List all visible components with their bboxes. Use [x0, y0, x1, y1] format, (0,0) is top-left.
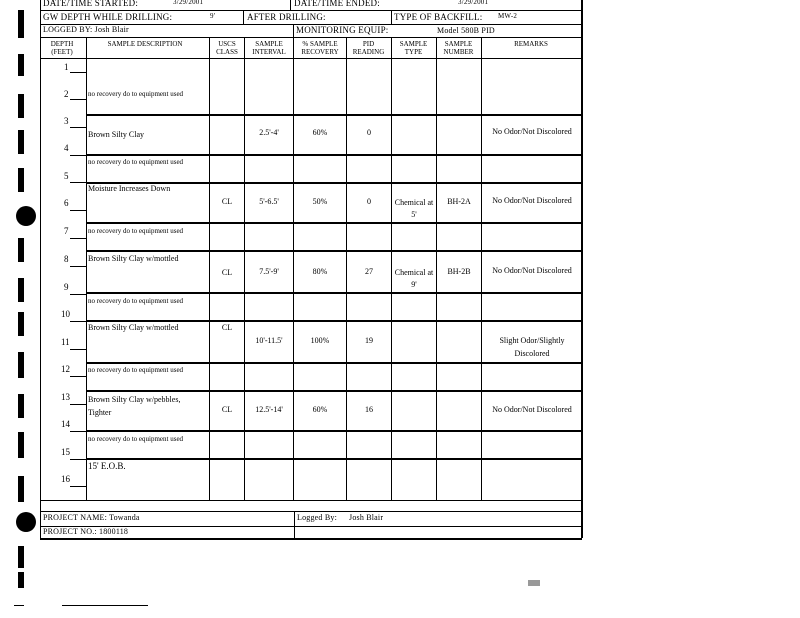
row-pid: 27: [365, 267, 373, 276]
row-recovery: 50%: [312, 197, 328, 206]
depth-tick: 2: [64, 89, 69, 99]
punch-mark: [18, 572, 24, 588]
row-pid: 19: [365, 336, 373, 345]
row-description: no recovery do to equipment used: [88, 435, 184, 443]
row-remarks: No Odor/Not Discolored: [492, 266, 572, 275]
row-pid: 0: [367, 197, 371, 206]
col-type: SAMPLE TYPE: [399, 40, 428, 56]
col-interval: SAMPLE INTERVAL: [252, 40, 286, 56]
punch-mark: [18, 278, 24, 302]
row-description: no recovery do to equipment used: [88, 227, 184, 235]
row-sample-number: BH-2B: [447, 267, 471, 276]
row-remarks: No Odor/Not Discolored: [492, 196, 572, 205]
row-pid: 0: [367, 128, 371, 137]
row-sample-number: BH-2A: [447, 197, 471, 206]
depth-tick: 11: [61, 337, 70, 347]
scan-line: [14, 605, 24, 606]
date-started-value: 3/29/2001: [173, 0, 204, 6]
col-remarks: REMARKS: [514, 40, 548, 48]
row-remarks: No Odor/Not Discolored: [492, 405, 572, 414]
punch-mark: [18, 168, 24, 192]
gw-depth-label: GW DEPTH WHILE DRILLING:: [43, 12, 173, 22]
row-description: Brown Silty Clay w/pebbles, Tighter: [88, 395, 181, 417]
punch-mark: [18, 10, 24, 38]
depth-tick: 4: [64, 143, 69, 153]
monitoring-value: Model 580B PID: [437, 26, 495, 35]
col-number: SAMPLE NUMBER: [443, 40, 474, 56]
row-remarks: Slight Odor/Slightly Discolored: [499, 336, 565, 358]
row-recovery: 100%: [310, 336, 330, 345]
punch-mark: [18, 238, 24, 262]
col-recovery: % SAMPLE RECOVERY: [301, 40, 339, 56]
date-ended-value: 3/29/2001: [458, 0, 489, 6]
row-interval: 7.5'-9': [259, 267, 279, 276]
col-depth: DEPTH (FEET): [50, 40, 74, 56]
monitoring-label: MONITORING EQUIP:: [296, 25, 389, 35]
date-ended-label: DATE/TIME ENDED:: [294, 0, 380, 8]
row-recovery: 60%: [312, 405, 328, 414]
backfill-value: MW-2: [498, 12, 518, 20]
row-interval: 12.5'-14': [255, 405, 283, 414]
row-description: no recovery do to equipment used: [88, 366, 184, 374]
depth-tick: 10: [61, 309, 70, 319]
row-uscs: CL: [221, 268, 233, 277]
depth-tick: 14: [61, 419, 70, 429]
col-uscs: USCS CLASS: [216, 40, 238, 56]
row-description: Brown Silty Clay w/mottled: [88, 254, 179, 263]
row-remarks: No Odor/Not Discolored: [492, 127, 572, 136]
punch-mark: [18, 352, 24, 378]
row-description: no recovery do to equipment used: [88, 297, 184, 305]
logged-by: LOGGED BY: Josh Blair: [43, 25, 129, 34]
punch-mark: [18, 130, 24, 154]
project-number: PROJECT NO.: 1800118: [43, 527, 129, 536]
depth-tick: 13: [61, 392, 70, 402]
depth-tick: 12: [61, 364, 70, 374]
punch-mark: [18, 476, 24, 502]
punch-mark: [18, 546, 24, 568]
scan-speck: [528, 580, 540, 586]
row-uscs: CL: [221, 405, 233, 414]
row-description: Brown Silty Clay: [88, 130, 145, 139]
punch-mark: [18, 94, 24, 118]
form-border-left: [40, 0, 41, 538]
depth-tick: 7: [64, 226, 69, 236]
footer-logged-by-label: Logged By:: [297, 513, 337, 522]
row-description: no recovery do to equipment used: [88, 158, 184, 166]
punch-mark: [18, 312, 24, 336]
row-interval: 5'-6.5': [259, 197, 279, 206]
row-description: 15' E.O.B.: [88, 461, 126, 471]
row-recovery: 80%: [312, 267, 328, 276]
backfill-label: TYPE OF BACKFILL:: [394, 12, 483, 22]
binder-hole: [16, 206, 36, 226]
depth-tick: 9: [64, 282, 69, 292]
punch-mark: [18, 394, 24, 418]
depth-tick: 3: [64, 116, 69, 126]
depth-tick: 15: [61, 447, 70, 457]
date-started-label: DATE/TIME STARTED:: [43, 0, 139, 8]
row-sample-type: Chemical at 5': [394, 198, 434, 219]
row-sample-type: Chemical at 9': [394, 268, 434, 289]
after-drilling-label: AFTER DRILLING:: [247, 12, 326, 22]
row-interval: 2.5'-4': [259, 128, 279, 137]
col-pid: PID READING: [352, 40, 385, 56]
binder-hole: [16, 512, 36, 532]
row-recovery: 60%: [312, 128, 328, 137]
row-uscs: CL: [221, 323, 233, 332]
depth-tick: 8: [64, 254, 69, 264]
depth-tick: 5: [64, 171, 69, 181]
gw-depth-value: 9': [210, 12, 216, 20]
depth-tick: 16: [61, 474, 70, 484]
project-name: PROJECT NAME: Towanda: [43, 513, 140, 522]
col-description: SAMPLE DESCRIPTION: [107, 40, 183, 48]
scan-line: [62, 605, 148, 606]
punch-mark: [18, 54, 24, 76]
punch-mark: [18, 432, 24, 458]
row-description: no recovery do to equipment used: [88, 90, 184, 98]
row-description: Moisture Increases Down: [88, 184, 171, 193]
row-description: Brown Silty Clay w/mottled: [88, 323, 179, 332]
row-uscs: CL: [221, 197, 233, 206]
row-interval: 10'-11.5': [255, 336, 283, 345]
footer-logged-by-value: Josh Blair: [349, 513, 384, 522]
depth-tick: 6: [64, 198, 69, 208]
row-pid: 16: [365, 405, 373, 414]
depth-tick: 1: [64, 62, 69, 72]
